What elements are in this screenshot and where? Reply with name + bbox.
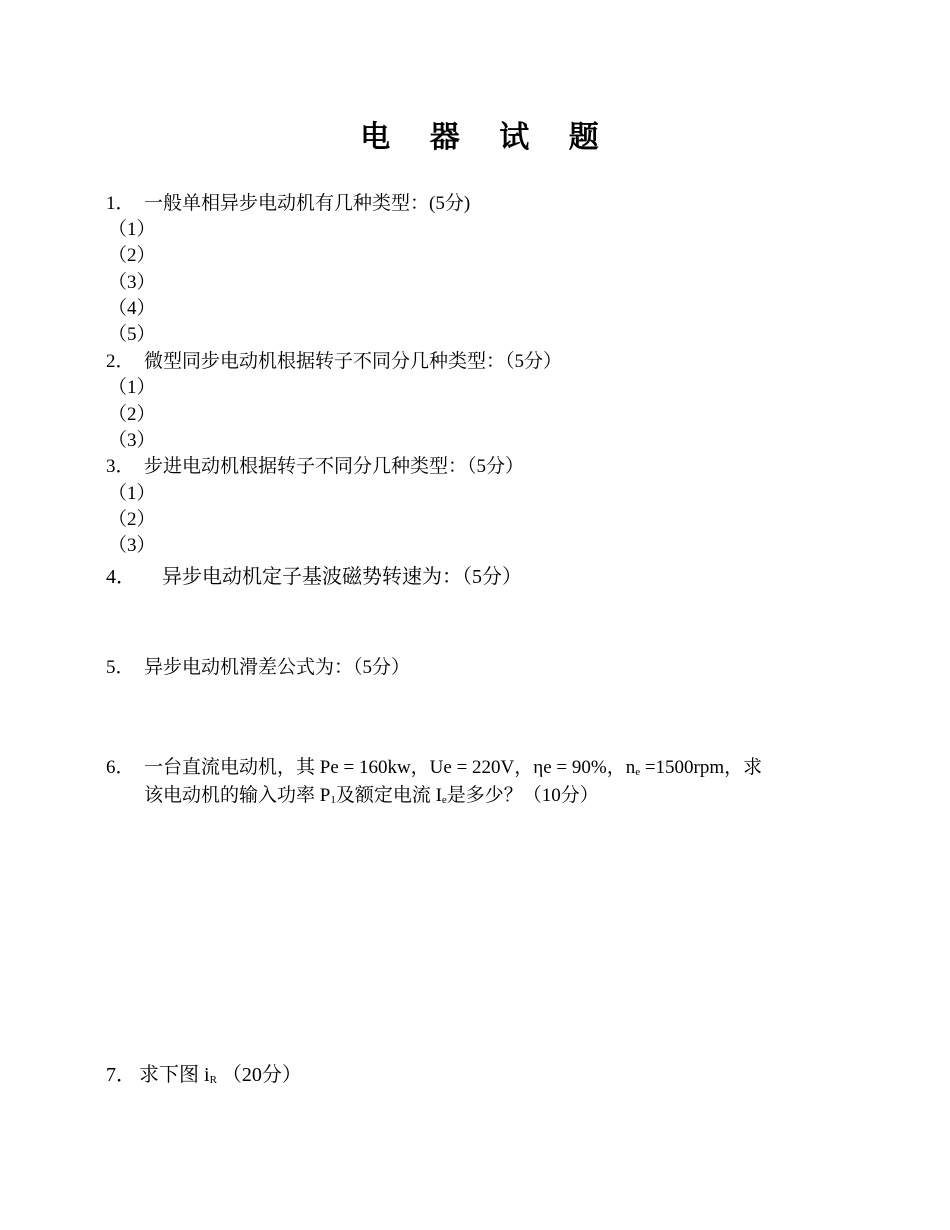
answer-slot: （2） [108,509,156,530]
subscript: e [635,766,641,778]
question-number: 4． [106,566,136,588]
answer-slot: （2） [108,245,156,266]
question-number: 7． [106,1064,136,1086]
answer-slot: （5） [108,324,156,345]
question-text: 一台直流电动机，其 Pe = 160kw，Ue = 220V，ηe = 90%，n [144,757,636,778]
question-3 [106,454,524,480]
question-1 [106,191,470,217]
question-text: 该电动机的输入功率 P [144,785,331,806]
page-title: 电 器 试 题 [360,121,615,154]
subscript: e [441,794,447,806]
question-text: （20分） [216,1064,302,1086]
answer-slot: （3） [108,430,156,451]
answer-slot: （3） [108,535,156,556]
question-number: 2． [106,351,135,372]
question-number: 6． [106,757,135,778]
question-text: 一般单相异步电动机有几种类型：(5分) [144,193,471,214]
question-7 [106,1062,302,1093]
question-5 [106,655,410,681]
question-6 [106,755,762,785]
question-2 [106,349,562,375]
answer-slot: （3） [108,272,156,293]
question-number: 3． [106,456,135,477]
question-4 [106,564,522,590]
question-number: 1． [106,193,135,214]
question-number: 5． [106,657,135,678]
question-text: 步进电动机根据转子不同分几种类型：（5分） [144,456,525,477]
question-text: 异步电动机滑差公式为：（5分） [144,657,411,678]
question-text: 求下图 i [139,1064,210,1086]
subscript: R [209,1074,217,1086]
answer-slot: （4） [108,298,156,319]
answer-slot: （1） [108,377,156,398]
answer-slot: （1） [108,483,156,504]
question-text: 异步电动机定子基波磁势转速为：（5分） [162,566,522,588]
answer-slot: （2） [108,404,156,425]
question-text: =1500rpm，求 [640,757,763,778]
answer-slot: （1） [108,219,156,240]
question-text: 是多少？（10分） [446,785,599,806]
question-text: 微型同步电动机根据转子不同分几种类型：（5分） [144,351,563,372]
question-text: 及额定电流 I [335,785,442,806]
subscript: 1 [330,794,336,806]
question-6-continuation [144,783,599,813]
